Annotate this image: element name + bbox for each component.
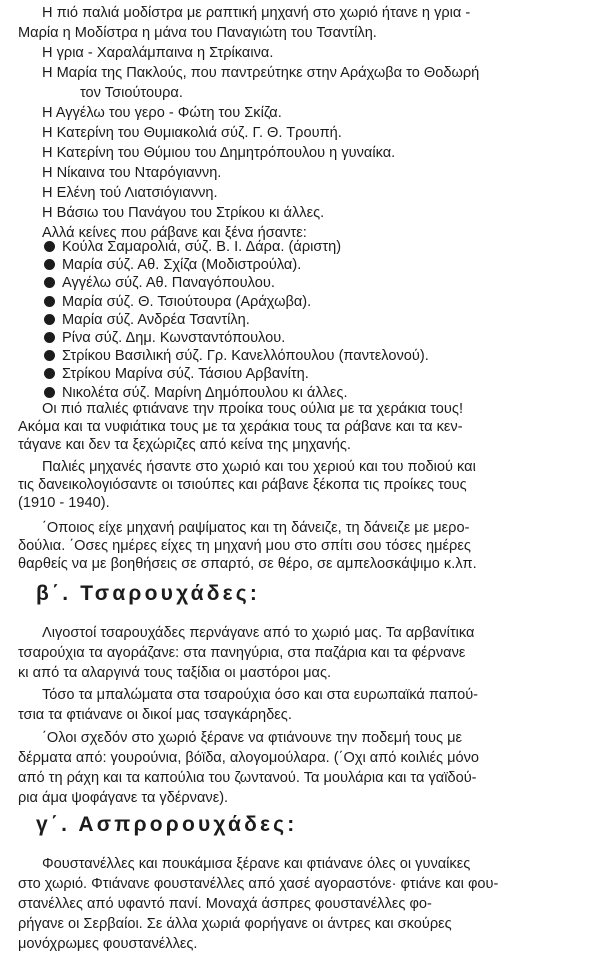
paragraph-line: ΄Οποιος είχε μηχανή ραψίματος και τη δάνειζε, τη δάνειζε με μερο- bbox=[42, 520, 470, 536]
bullet-item bbox=[44, 255, 301, 275]
paragraph-line: τσαρούχια τα αγοράζανε: στα πανηγύρια, στα παζάρια και τα φέρνανε bbox=[18, 645, 466, 661]
paragraph-line: ρήγανε οι Σερβαίοι. Σε άλλα χωριά φορήγανε οι άντρες και σκούρες bbox=[18, 916, 452, 932]
paragraph-line: Παλιές μηχανές ήσαντε στο χωριό και του χεριού και του ποδιού και bbox=[42, 459, 476, 475]
paragraph-line: μονόχρωμες φουστανέλλες. bbox=[18, 936, 198, 952]
paragraph-line: από τη ράχη και τα καπούλια του ζωντανού. Τα μουλάρια και τα γαϊδού- bbox=[18, 770, 477, 786]
bullet-item bbox=[44, 237, 341, 257]
bullet-item bbox=[44, 292, 311, 312]
name-line: Η Νίκαινα του Νταρόγιαννη. bbox=[42, 165, 222, 181]
bullet-item bbox=[44, 328, 285, 348]
bullet-item bbox=[44, 364, 309, 384]
name-line: Η Μαρία της Πακλούς, που παντρεύτηκε στην Αράχωβα το Θοδωρή bbox=[42, 65, 480, 81]
paragraph-line: Λιγοστοί τσαρουχάδες περνάγανε από το χωριό μας. Τα αρβανίτικα bbox=[42, 625, 475, 641]
bullet-dot-icon bbox=[44, 387, 55, 398]
paragraph-line: θαρθείς να με βοηθήσεις σε σπαρτό, σε θέρο, σε αμπελοσκάψιμο κ.λπ. bbox=[18, 556, 477, 572]
paragraph-line: δούλια. ΄Οσες ημέρες είχες τη μηχανή μου στο σπίτι σου τόσες ημέρες bbox=[18, 538, 471, 554]
paragraph-line: τάγανε και δεν τα ξεχώριζες από κείνα της μηχανής. bbox=[18, 437, 351, 453]
bullet-item bbox=[44, 273, 275, 293]
paragraph-line: ΄Ολοι σχεδόν στο χωριό ξέρανε να φτιάνουνε την ποδεμή τους με bbox=[42, 730, 463, 746]
paragraph-line: κι από τα αλαργινά τους ταξίδια οι μαστόροι μας. bbox=[18, 665, 332, 681]
bullet-dot-icon bbox=[44, 368, 55, 379]
bullet-text: Κούλα Σαμαρολιά, σύζ. Β. Ι. Δάρα. (άριστη) bbox=[62, 239, 342, 255]
bullet-text: Νικολέτα σύζ. Μαρίνη Δημόπουλου κι άλλες. bbox=[62, 384, 348, 401]
name-line: Η Κατερίνη του Θυμιακολιά σύζ. Γ. Θ. Τρουπή. bbox=[42, 125, 342, 141]
paragraph-line: Ακόμα και τα νυφιάτικα τους με τα χεράκια τους τα ράβανε και τα κεν- bbox=[18, 419, 463, 435]
section-heading: β΄. Τσαρουχάδες: bbox=[36, 582, 261, 605]
bullet-dot-icon bbox=[44, 259, 55, 270]
name-line: Η Κατερίνη του Θύμιου του Δημητρόπουλου η γυναίκα. bbox=[42, 145, 396, 161]
paragraph-line: Φουστανέλλες και πουκάμισα ξέρανε και φτιάνανε όλες οι γυναίκες bbox=[42, 856, 471, 872]
paragraph-line: τις δανεικολογιόσαντε οι τσιούπες και ράβανε ξέκοπα τις προίκες τους bbox=[18, 477, 467, 493]
paragraph-line: Η πιό παλιά μοδίστρα με ραπτική μηχανή στο χωριό ήτανε η γρια - bbox=[42, 5, 471, 21]
bullet-dot-icon bbox=[44, 332, 55, 343]
bullet-item bbox=[44, 346, 429, 366]
paragraph-line: (1910 - 1940). bbox=[18, 495, 110, 511]
bullet-text: Στρίκου Μαρίνα σύζ. Τάσιου Αρβανίτη. bbox=[62, 366, 309, 383]
bullet-text: Μαρία σύζ. Ανδρέα Τσαντίλη. bbox=[62, 311, 250, 328]
paragraph-line: ρια άμα ψοφάγανε τα γδέρνανε). bbox=[18, 790, 229, 806]
bullet-dot-icon bbox=[44, 314, 55, 325]
name-line: τον Τσιούτουρα. bbox=[80, 85, 183, 101]
paragraph-line: Οι πιό παλιές φτιάνανε την προίκα τους ούλια με τα χεράκια τους! bbox=[42, 401, 463, 417]
bullet-item bbox=[44, 310, 250, 330]
name-line: Η Βάσιω του Πανάγου του Στρίκου κι άλλες. bbox=[42, 205, 325, 221]
section-heading: γ΄. Ασπρορουχάδες: bbox=[36, 813, 298, 836]
paragraph-line: στανέλλες από υφαντό πανί. Μοναχά άσπρες φουστανέλλες φο- bbox=[18, 896, 432, 912]
paragraph-line: Τόσο τα μπαλώματα στα τσαρούχια όσο και στα ευρωπαϊκά παπού- bbox=[42, 687, 479, 703]
paragraph-line: Μαρία η Μοδίστρα η μάνα του Παναγιώτη του Τσαντίλη. bbox=[18, 25, 377, 41]
bullet-text: Μαρία σύζ. Θ. Τσιούτουρα (Αράχωβα). bbox=[62, 293, 312, 310]
bullet-text: Μαρία σύζ. Αθ. Σχίζα (Μοδιστρούλα). bbox=[62, 257, 302, 274]
paragraph-line: τσια τα φτιάνανε οι δικοί μας τσαγκάρηδες. bbox=[18, 707, 292, 723]
name-line: Η γρια - Χαραλάμπαινα η Στρίκαινα. bbox=[42, 45, 274, 61]
bullet-text: Αγγέλω σύζ. Αθ. Παναγόπουλου. bbox=[62, 275, 275, 292]
bullet-dot-icon bbox=[44, 296, 55, 307]
bullet-dot-icon bbox=[44, 277, 55, 288]
name-line: Η Ελένη τού Λιατσιόγιαννη. bbox=[42, 185, 218, 201]
paragraph-line: δέρματα από: γουρούνια, βόϊδα, αλογομούλαρα. (΄Οχι από κοιλιές μόνο bbox=[18, 750, 480, 766]
list-intro: Αλλά κείνες που ράβανε και ξένα ήσαντε: bbox=[42, 225, 307, 241]
name-line: Η Αγγέλω του γερο - Φώτη του Σκίζα. bbox=[42, 105, 282, 121]
bullet-dot-icon bbox=[44, 241, 55, 252]
bullet-text: Στρίκου Βασιλική σύζ. Γρ. Κανελλόπουλου (παντελονού). bbox=[62, 348, 429, 365]
bullet-text: Ρίνα σύζ. Δημ. Κωνσταντόπουλου. bbox=[62, 330, 286, 346]
bullet-dot-icon bbox=[44, 350, 55, 361]
paragraph-line: στο χωριό. Φτιάνανε φουστανέλλες από χασέ αγοραστόνε· φτιάνε και φου- bbox=[18, 876, 499, 892]
